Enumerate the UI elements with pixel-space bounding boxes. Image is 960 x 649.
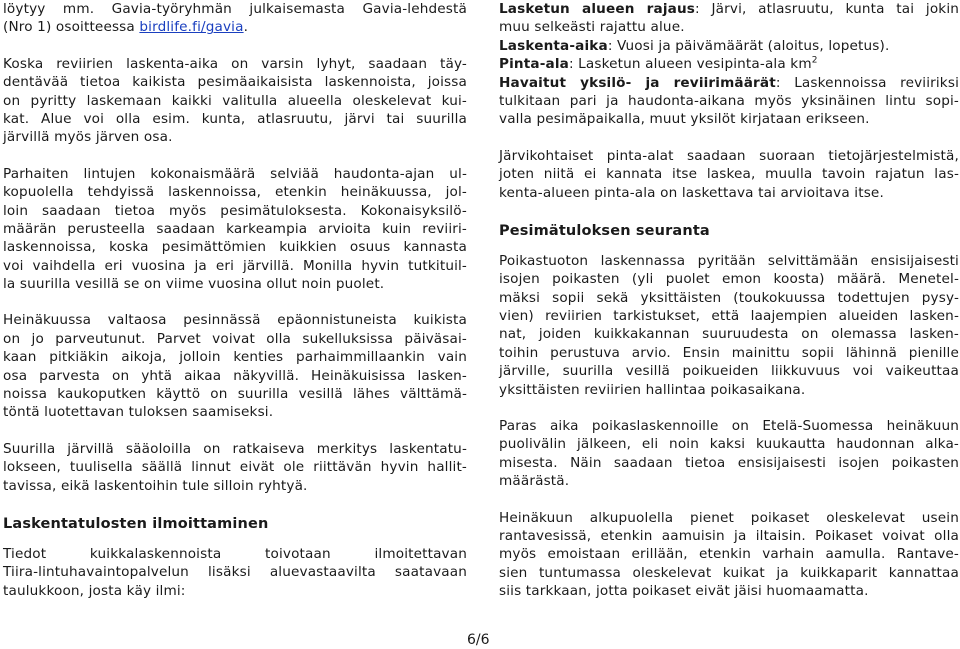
definition-item-rajaus-cont: muu selkeästi rajattu alue. [499, 19, 685, 36]
text-line: vien) reviirien tarkistukset, että laajempien alueiden lasken- [499, 308, 959, 325]
text-line: kat. Alue voi olla esim. kunta, atlasruutu, järvi tai suurilla [3, 110, 467, 127]
text-line: yksittäisten reviirien hallintaa poikasaikana. [499, 381, 806, 398]
text-line: osa parvesta on yhtä aikaa näkyvillä. Heinäkuisissa lasken- [3, 367, 467, 384]
text-line: toihin perustuva arvio. Ensin mainittu sopii lähinnä pienille [499, 344, 959, 361]
text-line: laskennoissa, koska pesimättömien kuikkien osuus kannasta [3, 239, 467, 256]
text-line: järville, suurilla vesillä poikueiden liikkuvuus voi vaikeuttaa [499, 363, 959, 380]
definition-item-pinta-ala: Pinta-ala: Lasketun alueen vesipinta-ala $km^2$ [499, 55, 818, 73]
text-line: Tiedot kuikkalaskennoista toivotaan ilmoitettavan [3, 545, 467, 562]
paragraph-heinakuun-alkupuoli [499, 509, 959, 601]
paragraph-saaolot [3, 440, 467, 495]
text-line: tulkitaan pari ja haudonta-aikana myös yksinäinen lintu sopi- [499, 92, 959, 109]
text-line: misesta. Näin saadaan tietoa ensisijaisesti isojen poikasten [499, 454, 959, 471]
text-line: valla pesimäpaikalla, muut yksilöt kirjataan erikseen. [499, 111, 870, 128]
text-line: mäksi sopii sekä yksittäisten (toukokuussa todettujen pysy- [499, 289, 959, 306]
text-line: nat, joiden kuikkakannan suuruudesta on olemassa lasken- [499, 326, 959, 343]
definition-item-yksilomaarat: Havaitut yksilö- ja reviirimäärät: Laskennoissa reviiriksi [499, 74, 959, 91]
paragraph-ilmoittaminen [3, 545, 467, 600]
text-line: joten niitä ei kannata itse laskea, muulla tavoin rajatun las- [499, 166, 959, 183]
text-line: Heinäkuun alkupuolella pienet poikaset oleskelevat usein [499, 509, 959, 526]
text-line: myös emoistaan erillään, etenkin varhain aamulla. Rantave- [499, 546, 959, 563]
intro-line-2: (Nro 1) osoitteessa birdlife.fi/gavia. [3, 19, 249, 36]
text-line: noissa kaukoputken käyttö on suurilla vesillä lähes välttämä- [3, 386, 467, 403]
text-line: määrästä. [499, 473, 570, 490]
text-line: töntä luotettavan tuloksen saamiseksi. [3, 404, 274, 421]
intro-line-1: löytyy mm. Gavia-työryhmän julkaisemasta Gavia-lehdestä [3, 1, 467, 17]
paragraph-reviiri-laskenta [3, 55, 467, 147]
left-column [3, 0, 467, 600]
text-line: sien tuntumassa oleskelevat kuikat ja kuikkaparit kannattaa [499, 564, 959, 581]
paragraph-poikastuotto [499, 252, 959, 399]
paragraph-pinta-alat [499, 147, 959, 202]
text-line: taulukkoon, josta käy ilmi: [3, 582, 186, 599]
text-line: tavissa, eikä laskentoihin tule silloin ryhtyä. [3, 477, 308, 494]
text-line: Heinäkuussa valtaosa pesinnässä epäonnistuneista kuikista [3, 312, 467, 329]
paragraph-kokonaismaara [3, 165, 467, 294]
text-line: la suurilla vesillä se on viime vuosina ollut noin puolet. [3, 276, 385, 293]
text-line: määrän perusteella saadaan karkeampia arvioita kuin reviiri- [3, 220, 467, 237]
right-column [499, 0, 959, 601]
section-heading-pesimatuloksen-seuranta: Pesimätuloksen seuranta [499, 222, 710, 239]
section-heading-laskentatulosten-ilmoittaminen: Laskentatulosten ilmoittaminen [3, 515, 269, 532]
gavia-link[interactable]: birdlife.fi/gavia [139, 19, 244, 36]
text-line: Suurilla järvillä sääoloilla on ratkaiseva merkitys laskentatu- [3, 440, 467, 457]
text-line: Parhaiten lintujen kokonaismäärä selviää haudonta-ajan ul- [3, 165, 467, 182]
text-line: kaan pitkiäkin aikoja, jolloin kenties parhaimmillaankin vain [3, 349, 467, 366]
definition-list [499, 0, 959, 129]
text-line: isojen poikasten (yli puolet emon koosta) määrä. Menetel- [499, 271, 959, 288]
text-line: rantavesissä, etenkin aamuisin ja iltaisin. Poikaset voivat olla [499, 527, 959, 544]
page-number: 6/6 [467, 632, 490, 648]
text-line: on jo parveutunut. Parvet voivat olla sukelluksissa päiväsai- [3, 330, 467, 347]
text-line: dentävää tietoa kaikista pesimäaikaisista laskennoista, joissa [3, 74, 467, 91]
paragraph-paras-aika [499, 417, 959, 491]
text-line: Tiira-lintuhavaintopalvelun lisäksi aluevastaavilta saatavaan [3, 564, 467, 581]
text-line: Poikastuoton laskennassa pyritään selvittämään ensisijaisesti [499, 252, 959, 269]
paragraph-heinakuu [3, 311, 467, 421]
text-line: kopuolella tehdyissä laskennoissa, etenkin heinäkuussa, jol- [3, 184, 467, 201]
text-line: Järvikohtaiset pinta-alat saadaan suoraan tietojärjestelmistä, [499, 147, 959, 164]
text-line: Koska reviirien laskenta-aika on varsin lyhyt, saadaan täy- [3, 55, 467, 72]
text-line: siis tarkkaan, jotta poikaset eivät jäisi huomaamatta. [499, 583, 869, 600]
definition-item-laskenta-aika: Laskenta-aika: Vuosi ja päivämäärät (aloitus, lopetus). [499, 37, 890, 54]
text-line: Paras aika poikaslaskennoille on Etelä-Suomessa heinäkuun [499, 418, 959, 435]
text-line: on pyritty laskemaan kaikki valitulla alueella oleskelevat kui- [3, 92, 467, 109]
text-line: lokseen, tuulisella säällä linnut eivät ole riittävän hyvin hallit- [3, 459, 467, 476]
text-line: voi vaihdella eri vuosina ja eri järvillä. Monilla hyvin tutkituil- [3, 257, 467, 274]
text-line: kenta-alueen pinta-ala on laskettava tai arvioitava itse. [499, 184, 884, 201]
text-line: järvillä myös järven osa. [3, 129, 173, 146]
text-line: puolivälin jälkeen, eli noin kaksi kuukautta haudonnan alka- [499, 436, 959, 453]
definition-item-rajaus: Lasketun alueen rajaus: Järvi, atlasruutu, kunta tai jokin [499, 1, 960, 17]
text-line: loin saadaan tietoa myös pesimätuloksesta. Kokonaisyksilö- [3, 202, 467, 219]
